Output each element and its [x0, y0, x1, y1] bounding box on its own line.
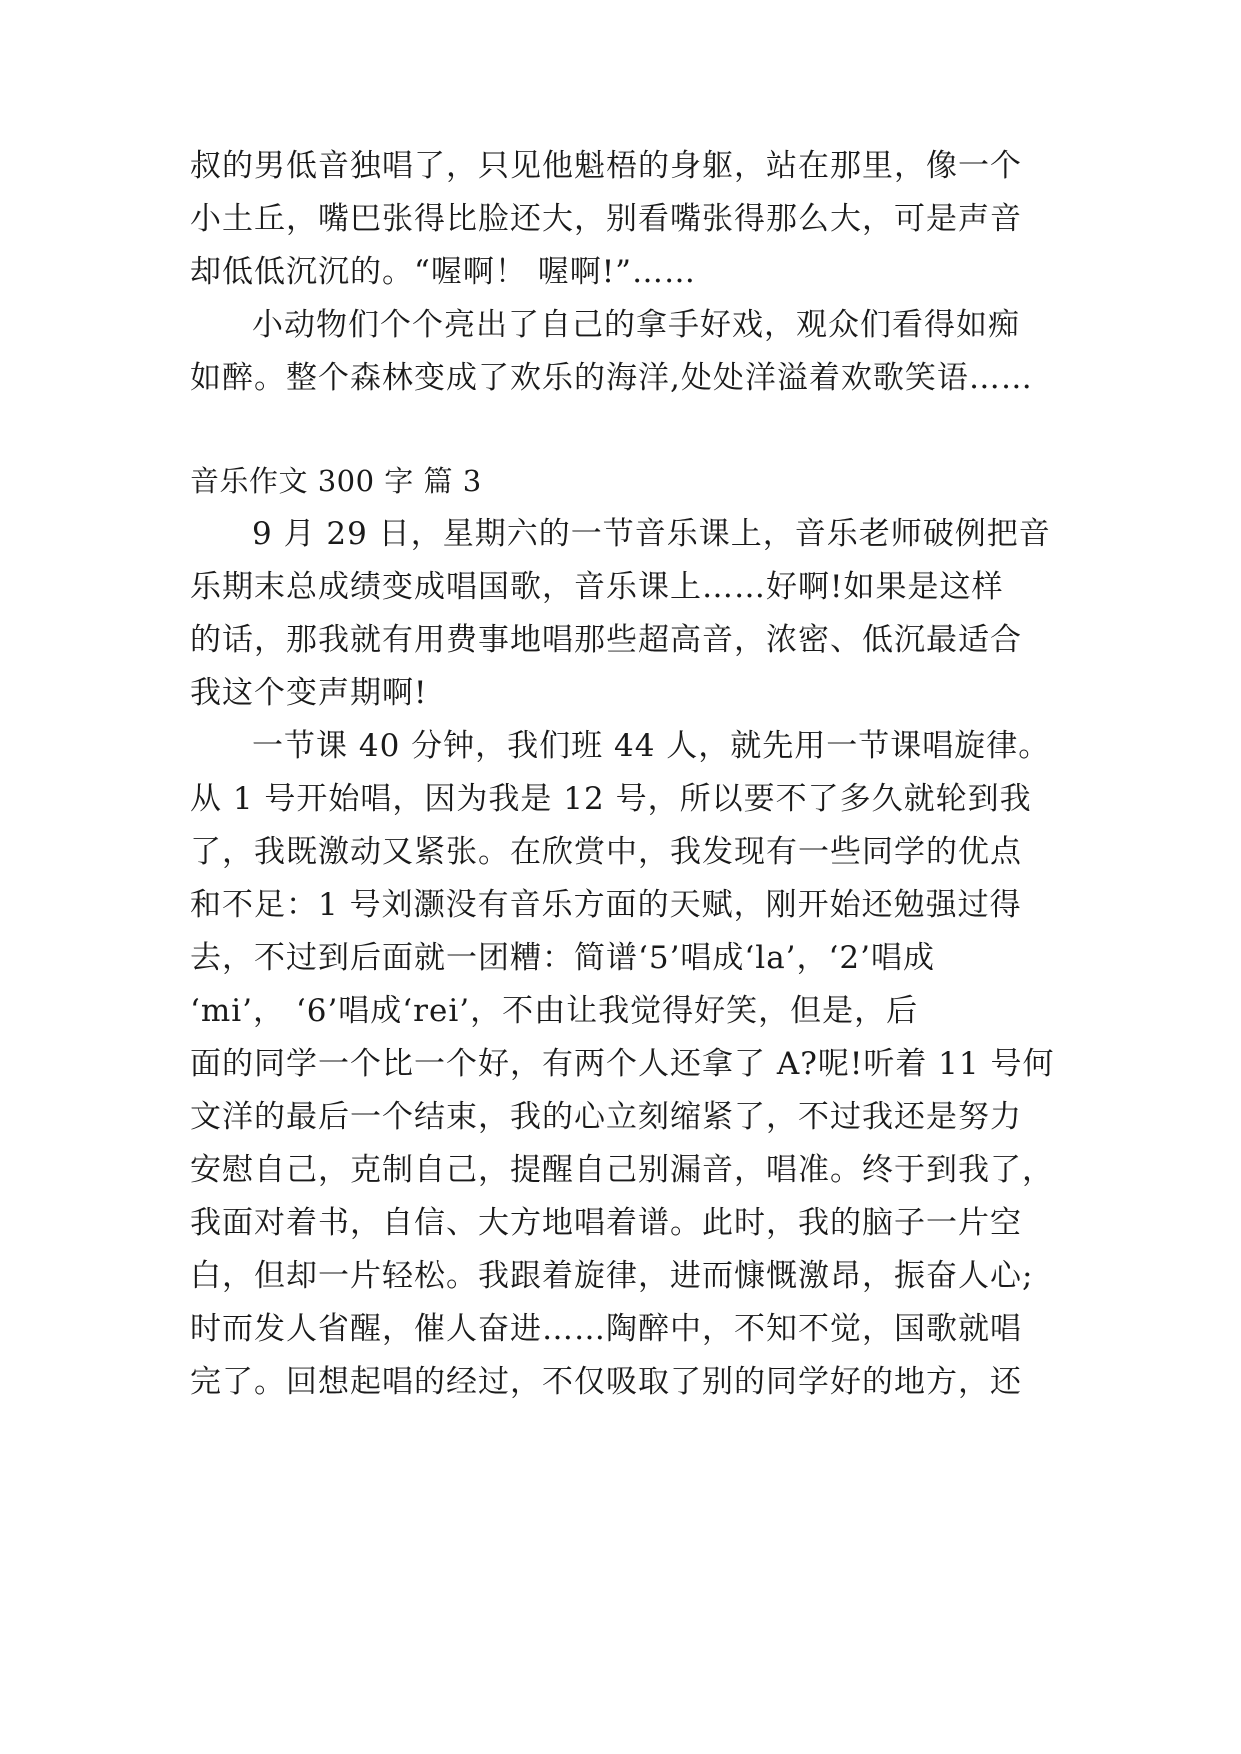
text-line: 时而发人省醒，催人奋进……陶醉中，不知不觉，国歌就唱: [190, 1311, 1022, 1347]
text-line: 我面对着书，自信、大方地唱着谱。此时，我的脑子一片空: [190, 1205, 1022, 1241]
text-line: 叔的男低音独唱了，只见他魁梧的身躯，站在那里，像一个: [190, 148, 1022, 184]
text-line: 的话，那我就有用费事地唱那些超高音，浓密、低沉最适合: [190, 622, 1022, 658]
text-line: 文洋的最后一个结束，我的心立刻缩紧了，不过我还是努力: [190, 1099, 1022, 1135]
text-line: 了，我既激动又紧张。在欣赏中，我发现有一些同学的优点: [190, 834, 1022, 870]
text-line: 小土丘，嘴巴张得比脸还大，别看嘴张得那么大，可是声音: [190, 201, 1022, 237]
section-heading: 音乐作文 300 字 篇 3: [190, 464, 482, 498]
text-line: 如醉。整个森林变成了欢乐的海洋,处处洋溢着欢歌笑语……: [190, 360, 1033, 396]
text-line: 白，但却一片轻松。我跟着旋律，进而慷慨激昂，振奋人心;: [190, 1258, 1034, 1294]
text-line: 面的同学一个比一个好，有两个人还拿了 A?呢!听着 11 号何: [190, 1046, 1055, 1082]
text-line: 我这个变声期啊!: [190, 675, 428, 711]
text-line: ‘mi’， ‘6’唱成‘rei’，不由让我觉得好笑，但是，后: [190, 993, 919, 1029]
text-line: 一节课 40 分钟，我们班 44 人，就先用一节课唱旋律。: [252, 728, 1051, 764]
text-line: 和不足：1 号刘灏没有音乐方面的天赋，刚开始还勉强过得: [190, 887, 1022, 923]
text-line: 小动物们个个亮出了自己的拿手好戏，观众们看得如痴: [252, 307, 1020, 343]
text-line: 从 1 号开始唱，因为我是 12 号，所以要不了多久就轮到我: [190, 781, 1032, 817]
text-line: 安慰自己，克制自己，提醒自己别漏音，唱准。终于到我了，: [190, 1152, 1054, 1188]
text-line: 9 月 29 日，星期六的一节音乐课上，音乐老师破例把音: [252, 516, 1051, 552]
text-line: 乐期末总成绩变成唱国歌，音乐课上……好啊!如果是这样: [190, 569, 1004, 605]
text-line: 却低低沉沉的。“喔啊！ 喔啊!”……: [190, 254, 697, 290]
text-line: 完了。回想起唱的经过，不仅吸取了别的同学好的地方，还: [190, 1364, 1022, 1400]
text-line: 去，不过到后面就一团糟：简谱‘5’唱成‘la’，‘2’唱成: [190, 940, 935, 976]
